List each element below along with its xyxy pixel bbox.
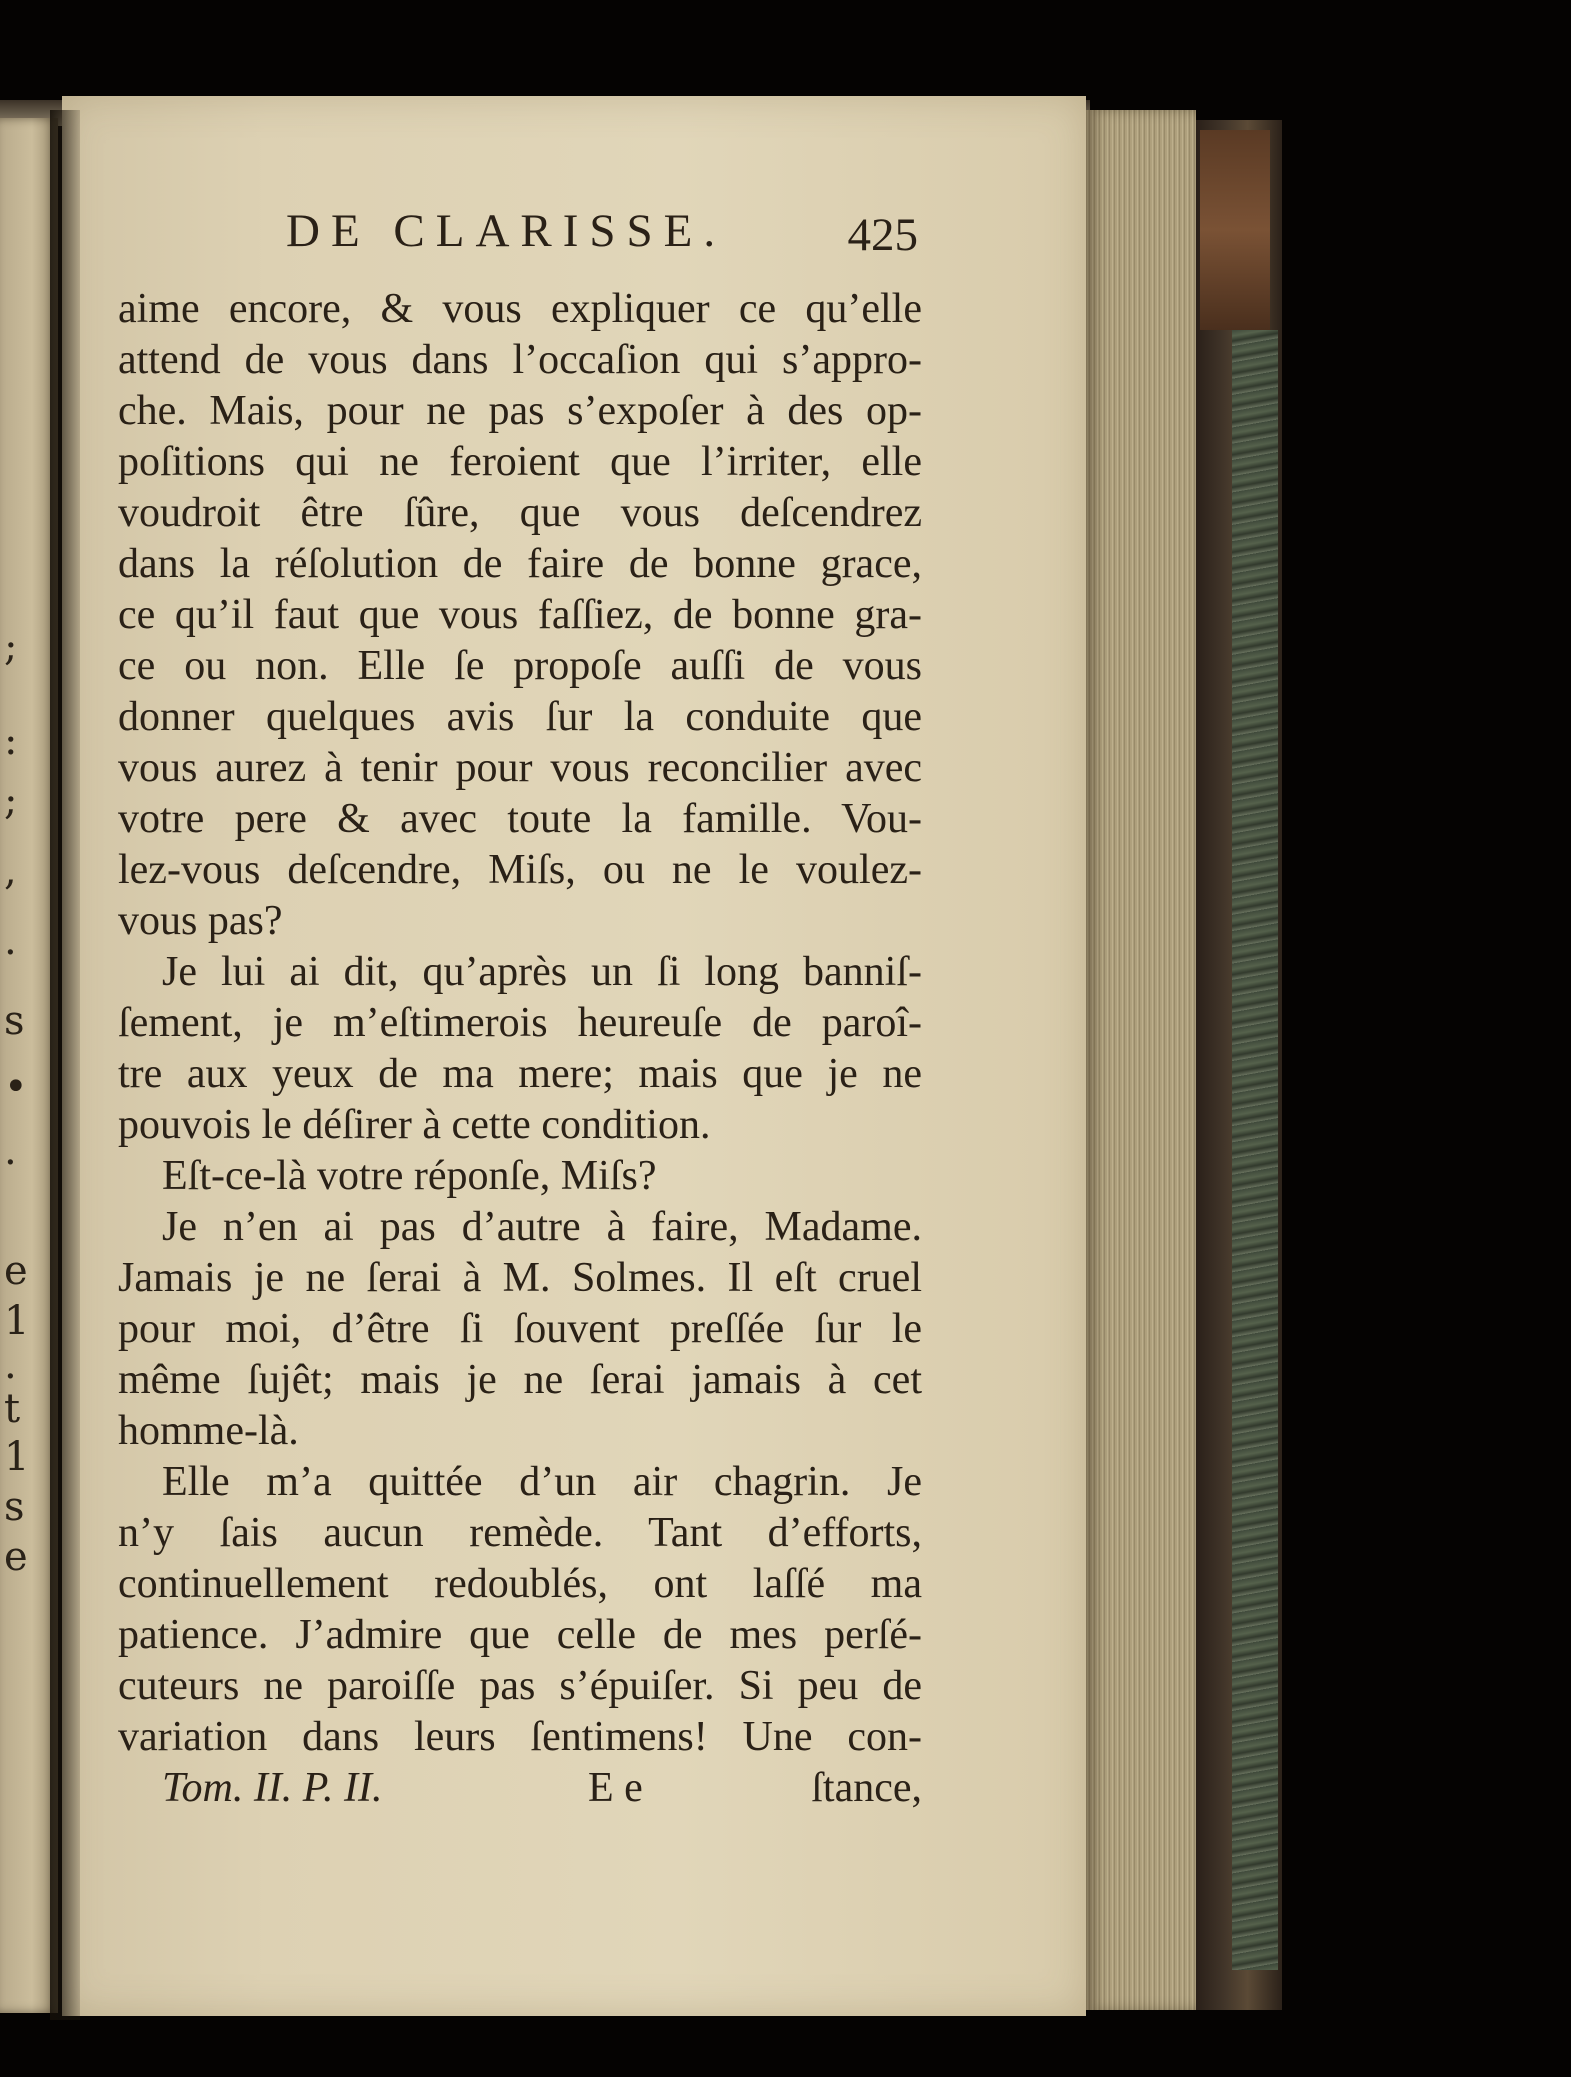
text-line: variation dans leurs ſentimens! Une con- — [118, 1714, 922, 1760]
text-line: cuteurs ne paroiſſe pas s’épuiſer. Si peu de — [118, 1663, 922, 1709]
cover-leather-corner — [1200, 130, 1270, 330]
text-line: che. Mais, pour ne pas s’expoſer à des op- — [118, 388, 922, 434]
text-line: ce ou non. Elle ſe propoſe auſſi de vous — [118, 643, 922, 689]
left-page-fragment: t — [4, 1386, 21, 1432]
text-line: voudroit être ſûre, que vous deſcendrez — [118, 490, 922, 536]
text-line: votre pere & avec toute la famille. Vou- — [118, 796, 922, 842]
body-text — [118, 284, 922, 1763]
text-line: tre aux yeux de ma mere; mais que je ne — [118, 1051, 922, 1097]
cover-marbled-board — [1232, 330, 1278, 1970]
page-block-edge — [1086, 110, 1196, 2010]
text-line: Je n’en ai pas d’autre à faire, Madame. — [162, 1204, 922, 1250]
text-line: patience. J’admire que celle de mes perſé- — [118, 1612, 922, 1658]
text-line: Je lui ai dit, qu’après un ſi long banniſ- — [162, 949, 922, 995]
text-line: donner quelques avis ſur la conduite que — [118, 694, 922, 740]
left-page-fragment: e — [4, 1534, 28, 1580]
text-line: aime encore, & vous expliquer ce qu’elle — [118, 286, 922, 332]
text-line: poſitions qui ne feroient que l’irriter, elle — [118, 439, 922, 485]
text-line: ſement, je m’eſtimerois heureuſe de paroî- — [118, 1000, 922, 1046]
text-line: homme-là. — [118, 1408, 299, 1454]
text-line: continuellement redoublés, ont laſſé ma — [118, 1561, 922, 1607]
left-page-fragment: . — [4, 1128, 17, 1174]
gutter-shadow — [50, 110, 80, 2020]
running-header — [116, 204, 928, 264]
running-head-title: DE CLARISSE. — [286, 205, 727, 257]
catchword: ſtance, — [811, 1765, 922, 1811]
text-line: pouvois le déſirer à cette condition. — [118, 1102, 711, 1148]
text-line: Elle m’a quittée d’un air chagrin. Je — [162, 1459, 922, 1505]
left-page-fragment: 1 — [4, 1434, 30, 1480]
left-page-fragment: e — [4, 1248, 28, 1294]
left-page-fragment: . — [4, 918, 17, 964]
left-page-fragment: , — [4, 848, 17, 894]
left-page-fragment: ; — [4, 624, 18, 670]
left-page-fragment: . — [4, 1342, 17, 1388]
text-line: Jamais je ne ſerai à M. Solmes. Il eſt cruel — [118, 1255, 922, 1301]
text-line: lez-vous deſcendre, Miſs, ou ne le voulez- — [118, 847, 922, 893]
text-line: même ſujêt; mais je ne ſerai jamais à cet — [118, 1357, 922, 1403]
left-page-fragment: s — [4, 1484, 25, 1530]
text-line: vous pas? — [118, 898, 283, 944]
text-line: pour moi, d’être ſi ſouvent preſſée ſur le — [118, 1306, 922, 1352]
left-page-fragment: 1 — [4, 1298, 30, 1344]
text-line: n’y ſais aucun remède. Tant d’efforts, — [118, 1510, 922, 1556]
signature-mark: E e — [588, 1765, 643, 1811]
left-page-fragment: s — [4, 998, 25, 1044]
text-line: attend de vous dans l’occaſion qui s’appro- — [118, 337, 922, 383]
text-line: Eſt-ce-là votre réponſe, Miſs? — [162, 1153, 657, 1199]
volume-signature: Tom. II. P. II. — [162, 1765, 383, 1811]
text-line: ce qu’il faut que vous faſſiez, de bonne gra- — [118, 592, 922, 638]
page-number: 425 — [847, 209, 918, 261]
left-page-fragment: ; — [4, 778, 18, 824]
left-page-fragment: : — [4, 718, 18, 764]
left-page-fragment: • — [4, 1064, 28, 1110]
page-footer — [162, 1764, 922, 1824]
text-line: dans la réſolution de faire de bonne grace, — [118, 541, 922, 587]
text-line: vous aurez à tenir pour vous reconcilier avec — [118, 745, 922, 791]
